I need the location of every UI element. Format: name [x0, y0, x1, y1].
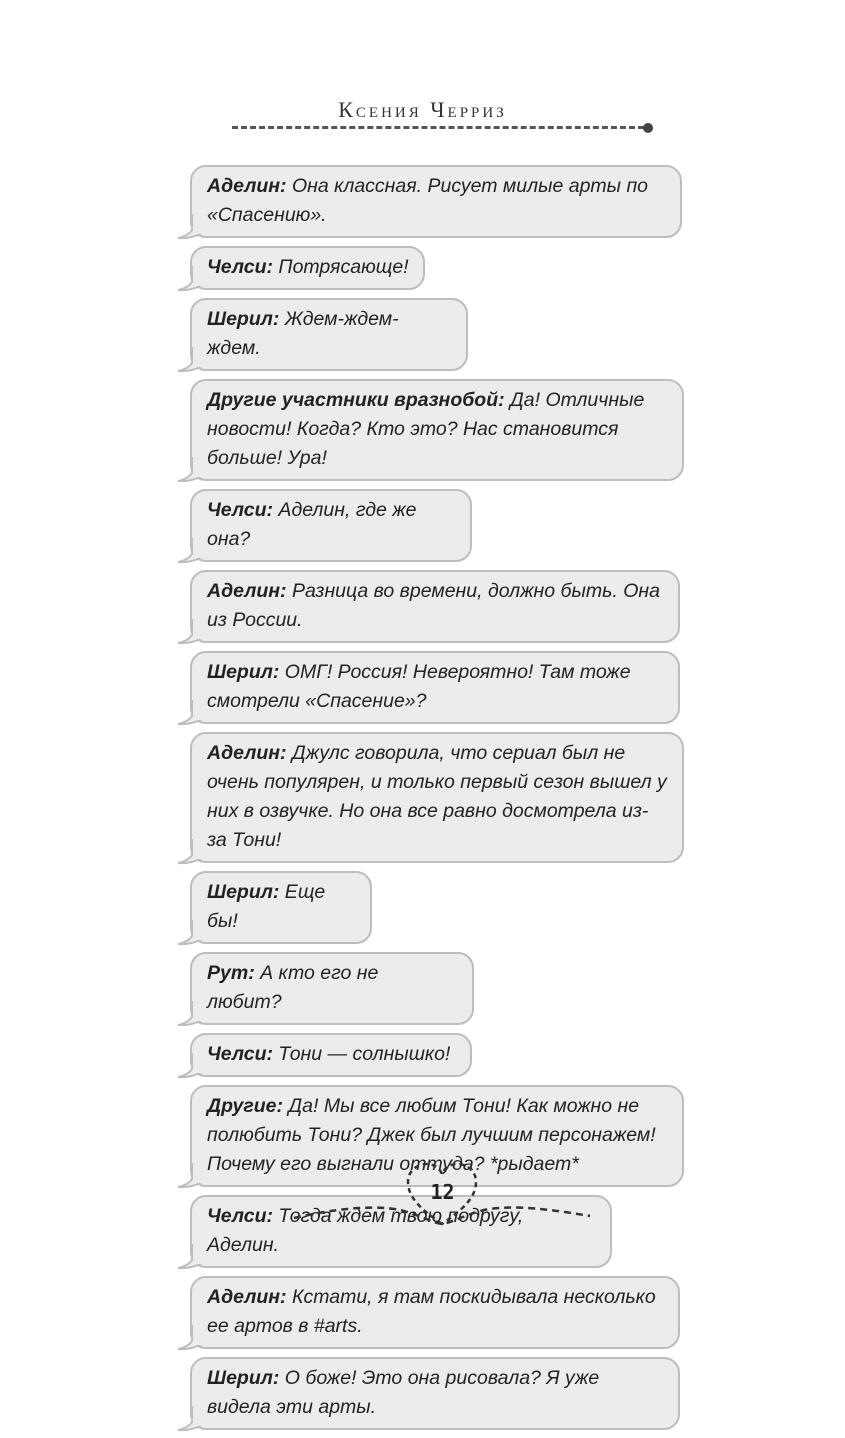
chat-transcript — [178, 165, 698, 1438]
speech-bubble-tail-icon — [178, 1163, 204, 1189]
speech-bubble-tail-icon — [178, 538, 204, 564]
speech-bubble-tail-icon — [178, 700, 204, 726]
chat-message — [190, 871, 372, 944]
speech-bubble-tail-icon — [178, 839, 204, 865]
header-divider-dot — [643, 123, 653, 133]
message-text: Еще бы! — [207, 881, 326, 932]
chat-message — [190, 651, 680, 724]
speech-bubble-tail-icon — [178, 1001, 204, 1027]
speech-bubble-tail-icon — [178, 619, 204, 645]
chat-message — [190, 732, 684, 863]
message-text: ОМГ! Россия! Невероятно! Там тоже смотрели «Спасение»? — [207, 661, 631, 712]
speech-bubble-tail-icon — [178, 347, 204, 373]
message-text: Да! Отличные новости! Когда? Кто это? Нас становится больше! Ура! — [207, 389, 645, 469]
speech-bubble-tail-icon — [178, 266, 204, 292]
chat-message — [190, 489, 472, 562]
message-speaker: Челси: — [207, 499, 274, 521]
message-speaker: Челси: — [207, 1205, 274, 1227]
chat-message — [190, 165, 682, 238]
message-speaker: Аделин: — [207, 580, 287, 602]
message-text: А кто его не любит? — [207, 962, 379, 1013]
message-text: Ждем-ждем-ждем. — [207, 308, 399, 359]
speech-bubble-tail-icon — [178, 1325, 204, 1351]
message-text: Тогда ждем твою подругу, Аделин. — [207, 1205, 524, 1256]
chat-message — [190, 246, 425, 290]
chat-message — [190, 952, 474, 1025]
message-text: Кстати, я там поскидывала несколько ее артов в #arts. — [207, 1286, 656, 1337]
chat-message — [190, 1276, 680, 1349]
chat-message — [190, 570, 680, 643]
speech-bubble-tail-icon — [178, 457, 204, 483]
header-dashed-divider — [232, 126, 644, 129]
message-speaker: Челси: — [207, 256, 274, 278]
speech-bubble-tail-icon — [178, 920, 204, 946]
chat-message — [190, 1357, 680, 1430]
speech-bubble-tail-icon — [178, 1053, 204, 1079]
message-speaker: Аделин: — [207, 742, 287, 764]
message-text: Она классная. Рисует милые арты по «Спасению». — [207, 175, 649, 226]
message-text: Разница во времени, должно быть. Она из России. — [207, 580, 660, 631]
message-speaker: Челси: — [207, 1043, 274, 1065]
message-text: Да! Мы все любим Тони! Как можно не полюбить Тони? Джек был лучшим персонажем! Почему его выгнали оттуда? *рыдает* — [207, 1095, 656, 1175]
message-speaker: Шерил: — [207, 308, 280, 330]
page-number: 12 — [430, 1180, 455, 1204]
running-header-author: Ксения Черриз — [338, 97, 507, 122]
message-speaker: Другие участники вразнобой: — [207, 389, 505, 411]
speech-bubble-tail-icon — [178, 1244, 204, 1270]
message-text: О боже! Это она рисовала? Я уже видела эти арты. — [207, 1367, 600, 1418]
message-text: Потрясающе! — [273, 256, 409, 278]
chat-message — [190, 379, 684, 481]
message-speaker: Другие: — [207, 1095, 283, 1117]
message-speaker: Шерил: — [207, 661, 280, 683]
chat-message — [190, 298, 468, 371]
message-speaker: Рут: — [207, 962, 255, 984]
message-text: Джулс говорила, что сериал был не очень популярен, и только первый сезон вышел у них в озвучке. Но она все равно досмотрела из-за Тони! — [207, 742, 667, 851]
speech-bubble-tail-icon — [178, 1406, 204, 1432]
speech-bubble-tail-icon — [178, 214, 204, 240]
message-text: Аделин, где же она? — [207, 499, 417, 550]
message-speaker: Аделин: — [207, 175, 287, 197]
message-text: Тони — солнышко! — [273, 1043, 451, 1065]
message-speaker: Шерил: — [207, 1367, 280, 1389]
message-speaker: Аделин: — [207, 1286, 287, 1308]
chat-message — [190, 1033, 472, 1077]
message-speaker: Шерил: — [207, 881, 280, 903]
